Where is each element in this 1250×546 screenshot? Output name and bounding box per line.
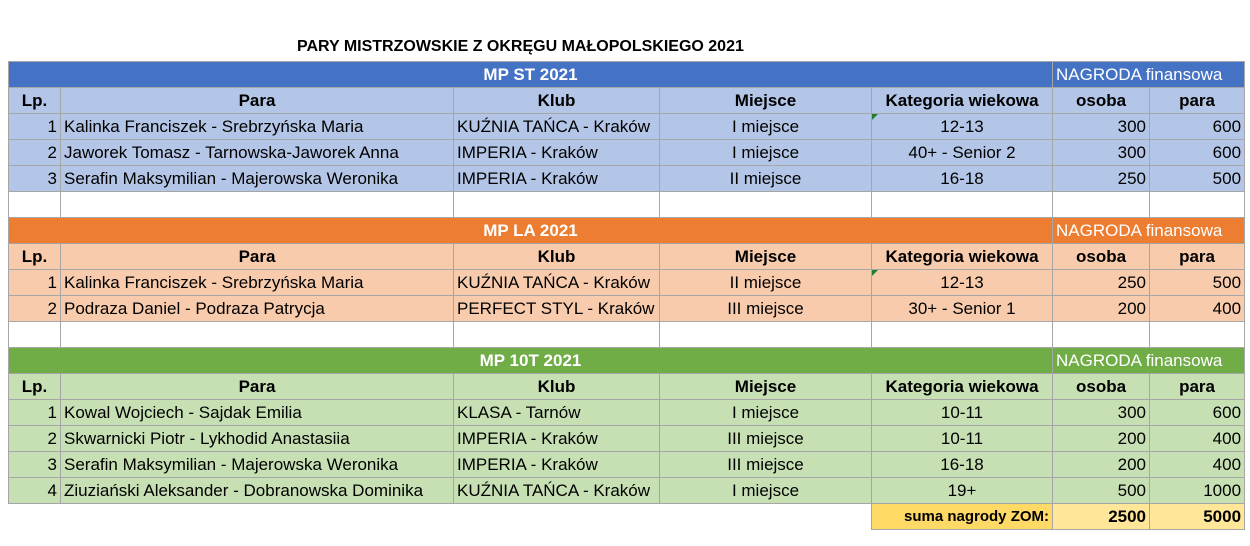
empty-cell[interactable] (872, 192, 1053, 218)
table-row (9, 166, 1245, 192)
col-header-para-prize[interactable]: para (1150, 374, 1245, 400)
col-header-miejsce[interactable]: Miejsce (660, 244, 872, 270)
section-header-row (9, 62, 1245, 88)
table-row (9, 452, 1245, 478)
table-row (9, 400, 1245, 426)
sheet-title: PARY MISTRZOWSKIE Z OKRĘGU MAŁOPOLSKIEGO 2021 (297, 38, 744, 55)
column-header-row (9, 244, 1245, 270)
section-10t (9, 348, 1245, 504)
col-header-para-prize[interactable]: para (1150, 244, 1245, 270)
cell-para[interactable]: Kalinka Franciszek - Srebrzyńska Maria (61, 270, 454, 296)
cell-para[interactable]: Kowal Wojciech - Sajdak Emilia (61, 400, 454, 426)
cell-lp[interactable]: 1 (9, 114, 61, 140)
cell-kategoria[interactable]: 10-11 (872, 426, 1053, 452)
cell-kategoria[interactable]: 19+ (872, 478, 1053, 504)
col-header-osoba[interactable]: osoba (1053, 88, 1150, 114)
cell-miejsce[interactable]: I miejsce (660, 478, 872, 504)
cell-kategoria[interactable]: 30+ - Senior 1 (872, 296, 1053, 322)
cell-para-prize[interactable]: 600 (1150, 400, 1245, 426)
col-header-klub[interactable]: Klub (454, 374, 660, 400)
prize-header[interactable]: NAGRODA finansowa (1053, 218, 1245, 244)
empty-row (9, 192, 1245, 218)
cell-miejsce[interactable]: III miejsce (660, 426, 872, 452)
cell-klub[interactable]: PERFECT STYL - Kraków (454, 296, 660, 322)
empty-cell[interactable] (872, 322, 1053, 348)
col-header-kategoria[interactable]: Kategoria wiekowa (872, 244, 1053, 270)
cell-lp[interactable]: 4 (9, 478, 61, 504)
cell-kategoria[interactable]: 12-13 (872, 270, 1053, 296)
table-row (9, 478, 1245, 504)
table-row (9, 270, 1245, 296)
col-header-osoba[interactable]: osoba (1053, 244, 1150, 270)
cell-lp[interactable]: 2 (9, 296, 61, 322)
col-header-kategoria[interactable]: Kategoria wiekowa (872, 88, 1053, 114)
summary-row (9, 504, 1245, 530)
summary-section (9, 504, 1245, 530)
cell-lp[interactable]: 3 (9, 452, 61, 478)
table-row (9, 296, 1245, 322)
cell-kategoria[interactable]: 10-11 (872, 400, 1053, 426)
empty-cell[interactable] (61, 192, 454, 218)
col-header-miejsce[interactable]: Miejsce (660, 88, 872, 114)
cell-para[interactable]: Ziuziański Aleksander - Dobranowska Dominika (61, 478, 454, 504)
section-title[interactable]: MP ST 2021 (9, 62, 1053, 88)
cell-para[interactable]: Kalinka Franciszek - Srebrzyńska Maria (61, 114, 454, 140)
summary-label[interactable]: suma nagrody ZOM: (872, 504, 1053, 530)
table-row (9, 426, 1245, 452)
section-title[interactable]: MP 10T 2021 (9, 348, 1053, 374)
cell-para-prize[interactable]: 500 (1150, 166, 1245, 192)
empty-cell[interactable] (9, 192, 61, 218)
section-la (9, 218, 1245, 322)
cell-miejsce[interactable]: I miejsce (660, 140, 872, 166)
cell-para-prize[interactable]: 400 (1150, 296, 1245, 322)
empty-cell[interactable] (660, 192, 872, 218)
col-header-para[interactable]: Para (61, 374, 454, 400)
summary-para[interactable]: 5000 (1150, 504, 1245, 530)
cell-klub[interactable]: KUŹNIA TAŃCA - Kraków (454, 114, 660, 140)
prize-header[interactable]: NAGRODA finansowa (1053, 62, 1245, 88)
cell-lp[interactable]: 1 (9, 400, 61, 426)
empty-cell[interactable] (1053, 192, 1150, 218)
empty-row (9, 322, 1245, 348)
empty-cell[interactable] (1150, 322, 1245, 348)
cell-klub[interactable]: IMPERIA - Kraków (454, 452, 660, 478)
cell-klub[interactable]: IMPERIA - Kraków (454, 166, 660, 192)
section-header-row (9, 348, 1245, 374)
cell-para-prize[interactable]: 400 (1150, 452, 1245, 478)
col-header-para[interactable]: Para (61, 88, 454, 114)
cell-osoba[interactable]: 250 (1053, 270, 1150, 296)
cell-para[interactable]: Jaworek Tomasz - Tarnowska-Jaworek Anna (61, 140, 454, 166)
cell-miejsce[interactable]: I miejsce (660, 400, 872, 426)
cell-klub[interactable]: IMPERIA - Kraków (454, 140, 660, 166)
cell-para[interactable]: Serafin Maksymilian - Majerowska Weronika (61, 452, 454, 478)
cell-lp[interactable]: 3 (9, 166, 61, 192)
empty-cell[interactable] (61, 322, 454, 348)
cell-klub[interactable]: IMPERIA - Kraków (454, 426, 660, 452)
cell-miejsce[interactable]: I miejsce (660, 114, 872, 140)
col-header-klub[interactable]: Klub (454, 244, 660, 270)
col-header-lp[interactable]: Lp. (9, 88, 61, 114)
cell-miejsce[interactable]: III miejsce (660, 452, 872, 478)
cell-klub[interactable]: KUŹNIA TAŃCA - Kraków (454, 478, 660, 504)
cell-osoba[interactable]: 500 (1053, 478, 1150, 504)
cell-para-prize[interactable]: 1000 (1150, 478, 1245, 504)
empty-cell[interactable] (1053, 322, 1150, 348)
col-header-miejsce[interactable]: Miejsce (660, 374, 872, 400)
column-header-row (9, 88, 1245, 114)
cell-miejsce[interactable]: II miejsce (660, 270, 872, 296)
cell-osoba[interactable]: 200 (1053, 452, 1150, 478)
cell-osoba[interactable]: 200 (1053, 296, 1150, 322)
empty-cell[interactable] (9, 322, 61, 348)
column-header-row (9, 374, 1245, 400)
cell-miejsce[interactable]: III miejsce (660, 296, 872, 322)
table-row (9, 140, 1245, 166)
cell-klub[interactable]: KLASA - Tarnów (454, 400, 660, 426)
cell-kategoria[interactable]: 16-18 (872, 452, 1053, 478)
cell-osoba[interactable]: 300 (1053, 114, 1150, 140)
cell-miejsce[interactable]: II miejsce (660, 166, 872, 192)
cell-para-prize[interactable]: 600 (1150, 140, 1245, 166)
col-header-kategoria[interactable]: Kategoria wiekowa (872, 374, 1053, 400)
cell-lp[interactable]: 2 (9, 140, 61, 166)
section-header-row (9, 218, 1245, 244)
cell-lp[interactable]: 1 (9, 270, 61, 296)
cell-kategoria[interactable]: 12-13 (872, 114, 1053, 140)
cell-kategoria[interactable]: 40+ - Senior 2 (872, 140, 1053, 166)
cell-lp[interactable]: 2 (9, 426, 61, 452)
empty-cell (9, 504, 872, 530)
cell-osoba[interactable]: 300 (1053, 140, 1150, 166)
col-header-osoba[interactable]: osoba (1053, 374, 1150, 400)
summary-osoba[interactable]: 2500 (1053, 504, 1150, 530)
col-header-lp[interactable]: Lp. (9, 244, 61, 270)
cell-kategoria[interactable]: 16-18 (872, 166, 1053, 192)
cell-para[interactable]: Serafin Maksymilian - Majerowska Weronika (61, 166, 454, 192)
col-header-klub[interactable]: Klub (454, 88, 660, 114)
cell-klub[interactable]: KUŹNIA TAŃCA - Kraków (454, 270, 660, 296)
section-title[interactable]: MP LA 2021 (9, 218, 1053, 244)
cell-para-prize[interactable]: 600 (1150, 114, 1245, 140)
spacer (9, 322, 1245, 348)
empty-cell[interactable] (454, 322, 660, 348)
col-header-lp[interactable]: Lp. (9, 374, 61, 400)
prize-table (8, 61, 1245, 530)
cell-para-prize[interactable]: 400 (1150, 426, 1245, 452)
cell-para[interactable]: Podraza Daniel - Podraza Patrycja (61, 296, 454, 322)
spacer (9, 192, 1245, 218)
table-row (9, 114, 1245, 140)
empty-cell[interactable] (454, 192, 660, 218)
cell-osoba[interactable]: 250 (1053, 166, 1150, 192)
cell-osoba[interactable]: 200 (1053, 426, 1150, 452)
prize-header[interactable]: NAGRODA finansowa (1053, 348, 1245, 374)
section-st (9, 62, 1245, 192)
cell-osoba[interactable]: 300 (1053, 400, 1150, 426)
cell-para-prize[interactable]: 500 (1150, 270, 1245, 296)
empty-cell[interactable] (1150, 192, 1245, 218)
cell-para[interactable]: Skwarnicki Piotr - Lykhodid Anastasiia (61, 426, 454, 452)
empty-cell[interactable] (660, 322, 872, 348)
col-header-para[interactable]: Para (61, 244, 454, 270)
col-header-para-prize[interactable]: para (1150, 88, 1245, 114)
